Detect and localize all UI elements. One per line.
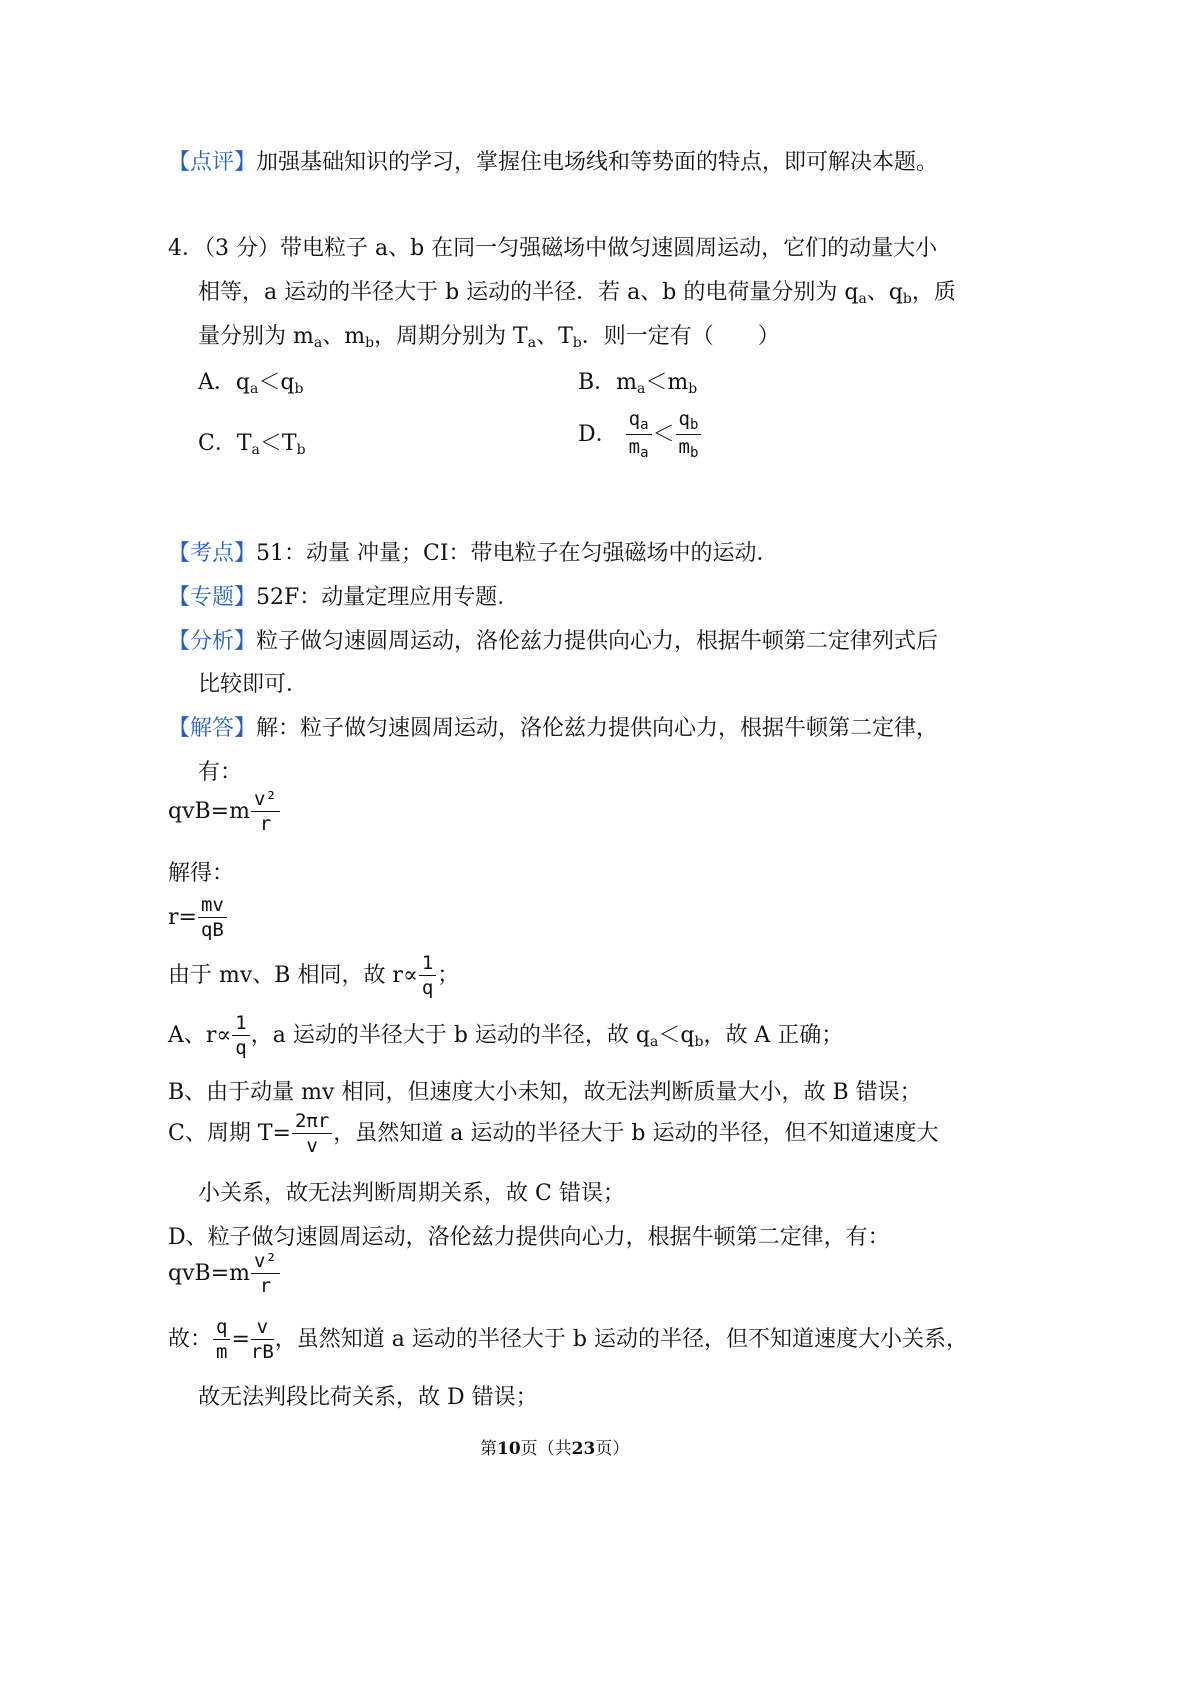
conclusion-line-2: 故无法判段比荷关系，故 D 错误； <box>198 1385 538 1410</box>
analysis-b-line: B、由于动量 mv 相同，但速度大小未知，故无法判断质量大小，故 B 错误； <box>168 1080 922 1105</box>
kaodian-line: 【考点】51：动量 冲量；CI：带电粒子在匀强磁场中的运动． <box>168 541 779 566</box>
analysis-c-line-2: 小关系，故无法判断周期关系，故 C 错误； <box>198 1181 625 1206</box>
fraction: $\frac{q_b}{m_b}$ <box>676 410 702 460</box>
comment-line <box>168 145 938 176</box>
zhuanti-line: 【专题】52F：动量定理应用专题． <box>168 585 520 610</box>
question-line-2: 相等，a 运动的半径大于 b 运动的半径．若 a、b 的电荷量分别为 $q_a$、$q_b$，质 <box>198 280 956 307</box>
comment-tag: 【点评】 <box>168 150 257 175</box>
option-b: B．$m_a<m_b$ <box>578 370 698 397</box>
option-d: D． $\frac{q_a}{m_a}$ ＜ $\frac{q_b}{m_b}$ <box>578 410 702 460</box>
analysis-d-line: D、粒子做匀速圆周运动，洛伦兹力提供向心力，根据牛顿第二定律，有： <box>168 1225 890 1250</box>
fenxi-line-2: 比较即可． <box>198 672 309 697</box>
option-a: A．$q_a<q_b$ <box>198 370 304 397</box>
jieda-line-2: 有： <box>198 760 243 785</box>
youyu-line: 由于 mv、B 相同，故 r∝ $\frac{1}{q}$ ； <box>168 952 460 999</box>
question-line-1: 4．（3 分）带电粒子 a、b 在同一匀强磁场中做匀速圆周运动，它们的动量大小 <box>168 236 938 261</box>
conclusion-line-1: 故： $\frac{q}{m}$ = $\frac{v}{rB}$ ，虽然知道 a 运动的半径大于 b 运动的半径，但不知道速度大小关系， <box>168 1316 968 1363</box>
page-footer: 第10页（共23页） <box>480 1439 630 1459</box>
analysis-c-line-1: C、周期 T= $\frac{2\pi r}{v}$ ，虽然知道 a 运动的半径大于 b 运动的半径，但不知道速度大 <box>168 1110 939 1157</box>
option-c: C．$T_a<T_b$ <box>198 431 306 458</box>
fraction: $\frac{q_a}{m_a}$ <box>626 410 652 460</box>
equation-2: r= $\frac{mv}{qB}$ <box>168 896 228 940</box>
analysis-a-line: A、r∝ $\frac{1}{q}$ ，a 运动的半径大于 b 运动的半径，故 $q_a<q_b$，故 A 正确； <box>168 1012 844 1059</box>
jiede-line: 解得： <box>168 861 235 886</box>
equation-3: qvB=m $\frac{\text{v²}}{r}$ <box>168 1252 281 1296</box>
question-line-3: 量分别为 $m_a$、$m_b$，周期分别为 $T_a$、$T_b$．则一定有（ ） <box>198 324 780 351</box>
equation-1: qvB=m $\frac{\text{v²}}{r}$ <box>168 790 281 834</box>
fenxi-line-1: 【分析】粒子做匀速圆周运动，洛伦兹力提供向心力，根据牛顿第二定律列式后 <box>168 629 939 654</box>
jieda-line-1: 【解答】解：粒子做匀速圆周运动，洛伦兹力提供向心力，根据牛顿第二定律， <box>168 716 939 741</box>
comment-text: 加强基础知识的学习，掌握住电场线和等势面的特点，即可解决本题。 <box>256 150 939 175</box>
